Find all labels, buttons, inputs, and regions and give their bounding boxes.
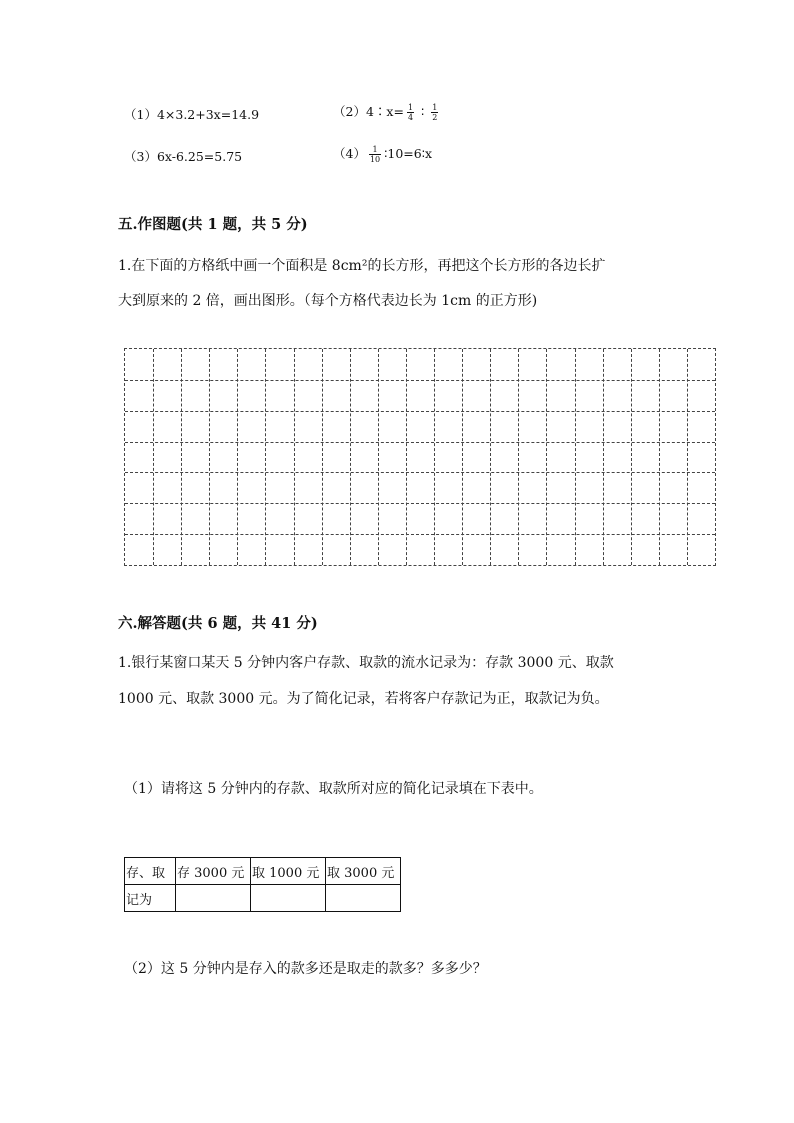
grid-vertical-line bbox=[462, 349, 463, 565]
table-header-cell: 存 3000 元 bbox=[176, 858, 251, 885]
table-header-cell: 存、取 bbox=[125, 858, 176, 885]
grid-horizontal-line bbox=[125, 503, 715, 504]
grid-vertical-line bbox=[546, 349, 547, 565]
fraction-denominator: 10 bbox=[369, 155, 381, 164]
sub-question-1: （1）请将这 5 分钟内的存款、取款所对应的简化记录填在下表中。 bbox=[124, 781, 543, 797]
fraction-numerator: 1 bbox=[407, 103, 414, 112]
answer-cell[interactable] bbox=[326, 885, 401, 912]
grid-vertical-line bbox=[490, 349, 491, 565]
table-header-cell: 取 1000 元 bbox=[251, 858, 326, 885]
sub-question-2: （2）这 5 分钟内是存入的款多还是取走的款多？多多少？ bbox=[124, 961, 487, 977]
fraction-one-quarter bbox=[407, 103, 414, 122]
grid-vertical-line bbox=[153, 349, 154, 565]
graph-paper-grid[interactable] bbox=[124, 348, 716, 566]
grid-vertical-line bbox=[659, 349, 660, 565]
equation-3: （3）6x-6.25=5.75 bbox=[124, 149, 243, 164]
grid-vertical-line bbox=[350, 349, 351, 565]
fraction-denominator: 2 bbox=[432, 113, 438, 122]
grid-vertical-line bbox=[631, 349, 632, 565]
section-5-title: 五.作图题(共 1 题，共 5 分) bbox=[118, 216, 308, 233]
section-6-question-1-line-1: 1.银行某窗口某天 5 分钟内客户存款、取款的流水记录为：存款 3000 元、取款 bbox=[118, 655, 614, 671]
section-6-title: 六.解答题(共 6 题，共 41 分) bbox=[118, 615, 318, 632]
grid-vertical-line bbox=[518, 349, 519, 565]
grid-vertical-line bbox=[322, 349, 323, 565]
grid-vertical-line bbox=[406, 349, 407, 565]
table-row-label: 记为 bbox=[125, 885, 176, 912]
grid-vertical-line bbox=[237, 349, 238, 565]
equation-4-suffix: ∶10=6∶x bbox=[384, 146, 433, 161]
table-header-cell: 取 3000 元 bbox=[326, 858, 401, 885]
grid-vertical-line bbox=[603, 349, 604, 565]
equation-2-separator: ∶ bbox=[421, 104, 425, 119]
grid-horizontal-line bbox=[125, 411, 715, 412]
record-table bbox=[124, 857, 401, 912]
fraction-numerator: 1 bbox=[369, 145, 381, 155]
equation-1: （1）4×3.2+3x=14.9 bbox=[124, 107, 260, 122]
section-6-question-1-line-2: 1000 元、取款 3000 元。为了简化记录，若将客户存款记为正，取款记为负。 bbox=[118, 691, 609, 707]
section-5-question-1-line-1: 1.在下面的方格纸中画一个面积是 8cm²的长方形，再把这个长方形的各边长扩 bbox=[118, 258, 606, 274]
equation-2 bbox=[333, 102, 441, 122]
table-row bbox=[125, 885, 401, 912]
grid-horizontal-line bbox=[125, 472, 715, 473]
fraction-numerator: 1 bbox=[432, 103, 438, 112]
equation-4 bbox=[333, 144, 432, 164]
equation-4-prefix: （4） bbox=[333, 146, 366, 161]
table-row bbox=[125, 858, 401, 885]
equation-2-prefix: （2）4∶x= bbox=[333, 104, 404, 119]
grid-vertical-line bbox=[181, 349, 182, 565]
grid-vertical-line bbox=[378, 349, 379, 565]
fraction-one-tenth bbox=[369, 145, 381, 164]
section-5-question-1-line-2: 大到原来的 2 倍，画出图形。（每个方格代表边长为 1cm 的正方形) bbox=[118, 293, 538, 309]
fraction-one-half bbox=[431, 103, 438, 122]
grid-vertical-line bbox=[434, 349, 435, 565]
grid-horizontal-line bbox=[125, 442, 715, 443]
grid-vertical-line bbox=[265, 349, 266, 565]
grid-horizontal-line bbox=[125, 380, 715, 381]
grid-horizontal-line bbox=[125, 534, 715, 535]
answer-cell[interactable] bbox=[251, 885, 326, 912]
grid-vertical-line bbox=[575, 349, 576, 565]
grid-vertical-line bbox=[294, 349, 295, 565]
grid-vertical-line bbox=[687, 349, 688, 565]
grid-vertical-line bbox=[209, 349, 210, 565]
answer-cell[interactable] bbox=[176, 885, 251, 912]
fraction-denominator: 4 bbox=[407, 113, 414, 122]
